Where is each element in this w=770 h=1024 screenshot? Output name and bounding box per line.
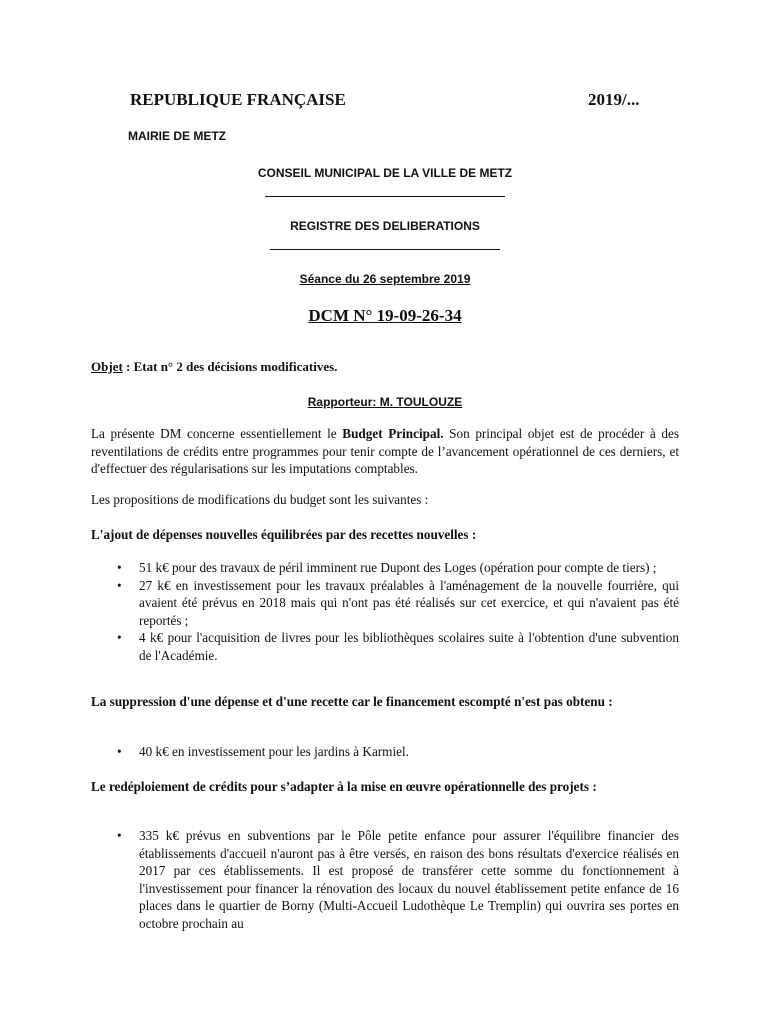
list-item-text: 40 k€ en investissement pour les jardins à Karmiel. [139, 744, 409, 759]
section-heading-suppression: La suppression d'une dépense et d'une recette car le financement escompté n'est pas obtenu : [91, 694, 613, 709]
list-item [91, 629, 679, 664]
conseil-heading: CONSEIL MUNICIPAL DE LA VILLE DE METZ [257, 166, 513, 180]
list-item-text: 51 k€ pour des travaux de péril imminent rue Dupont des Loges (opération pour compte de tiers) ; [139, 560, 657, 575]
objet-label: Objet [91, 359, 123, 374]
bullet-list-suppression [91, 743, 679, 761]
list-item-text: 4 k€ pour l'acquisition de livres pour les bibliothèques scolaires suite à l'obtention d'une subvention de l'Académie. [139, 630, 679, 663]
registre-heading: REGISTRE DES DELIBERATIONS [290, 219, 480, 233]
list-item [91, 577, 679, 630]
list-item-text: 335 k€ prévus en subventions par le Pôle petite enfance pour assurer l'équilibre financier des établissements d'accueil n'auront pas à être versés, en raison des bons résultats d'exercice réalisés en 2017 par ces établissements. Il est proposé de transférer cette somme du fonctionnement à l'investissement pour financer la rénovation des locaux du nouvel établissement petite enfance de 16 places dans le quartier de Borny (Multi-Accueil Ludothèque Le Tremplin) qui ouvrira ses portes en octobre prochain au [139, 828, 679, 931]
republic-heading: REPUBLIQUE FRANÇAISE [130, 90, 346, 109]
mairie-heading: MAIRIE DE METZ [128, 129, 226, 143]
bullet-icon: • [117, 577, 122, 593]
rapporteur: Rapporteur: M. TOULOUZE [307, 395, 463, 409]
intro-text-end: Son principal objet est de procéder à des reventilations de crédits entre programmes pour tenir compte de l’avancement opérationnel de ces derniers, et d'effectuer des régularisations sur les imputations comptables. [91, 426, 679, 476]
objet-text: : Etat n° 2 des décisions modificatives. [122, 359, 338, 374]
divider-line [270, 249, 500, 250]
propositions-paragraph: Les propositions de modifications du budget sont les suivantes : [91, 492, 429, 507]
intro-paragraph [91, 425, 679, 478]
intro-text-start: La présente DM concerne essentiellement le [91, 426, 343, 441]
bullet-icon: • [117, 560, 122, 575]
dcm-number: DCM N° 19-09-26-34 [308, 306, 462, 325]
list-item-text: 27 k€ en investissement pour les travaux préalables à l'aménagement de la nouvelle fourrière, qui avaient été prévus en 2018 mais qui n'ont pas été réalisés sur cet exercice, et qui n'avaient pas été reportés ; [139, 577, 679, 628]
list-item [91, 827, 679, 932]
bullet-icon: • [117, 630, 122, 645]
intro-bold-budget: Budget Principal. [342, 426, 444, 441]
list-item [91, 559, 679, 577]
bullet-icon: • [117, 828, 122, 843]
bullet-list-redeploiement [91, 827, 679, 932]
section-heading-ajout: L'ajout de dépenses nouvelles équilibrées par des recettes nouvelles : [91, 527, 477, 542]
section-heading-redeploiement: Le redéploiement de crédits pour s’adapter à la mise en œuvre opérationnelle des projets : [91, 779, 597, 794]
seance-date: Séance du 26 septembre 2019 [299, 272, 471, 286]
divider-line [265, 196, 505, 197]
list-item [91, 743, 679, 761]
objet-line [91, 359, 337, 375]
bullet-list-ajout [91, 559, 679, 664]
deliberation-year: 2019/... [588, 90, 640, 109]
bullet-icon: • [117, 744, 122, 759]
